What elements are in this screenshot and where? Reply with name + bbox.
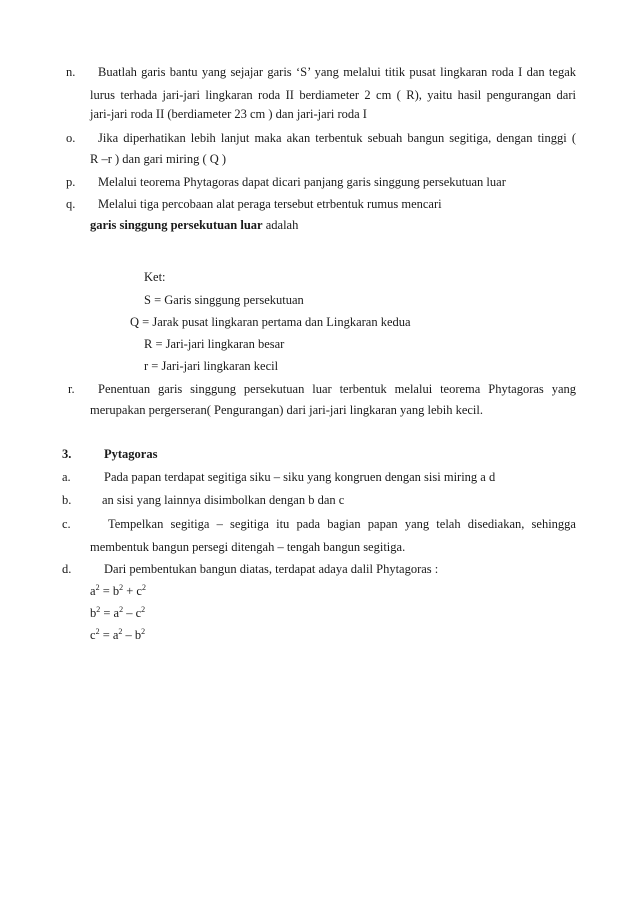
item-r-line-2: merupakan pergerseran( Pengurangan) dari jari-jari lingkaran yang lebih kecil. [90, 403, 484, 417]
item-q-bold-term: garis singgung persekutuan luar [90, 218, 263, 232]
item-r-marker: r. [68, 382, 75, 396]
ket-r-big: R = Jari-jari lingkaran besar [144, 337, 285, 351]
s3-item-c-line-2: membentuk bangun persegi ditengah – tengah bangun segitiga. [90, 540, 406, 554]
item-p-line-1: Melalui teorema Phytagoras dapat dicari panjang garis singgung persekutuan luar [98, 175, 506, 189]
item-o-line-1: Jika diperhatikan lebih lanjut maka akan terbentuk sebuah bangun segitiga, dengan tinggi ( [98, 131, 576, 145]
item-o-marker: o. [66, 131, 76, 145]
s3-item-b-marker: b. [62, 493, 72, 507]
item-n-line-3: jari-jari roda II (berdiameter 23 cm ) dan jari-jari roda I [90, 107, 367, 121]
item-n-line-2: lurus terhada jari-jari lingkaran roda II berdiameter 2 cm ( R), yaitu hasil pengurangan dari [90, 88, 576, 102]
formula-b-squared: $b^2 = a^2 - c^2$ [90, 605, 146, 620]
ket-q: Q = Jarak pusat lingkaran pertama dan Lingkaran kedua [130, 315, 411, 329]
formula-a-squared: $a^2 = b^2 + c^2$ [90, 583, 146, 598]
s3-item-a-line-1: Pada papan terdapat segitiga siku – siku yang kongruen dengan sisi miring a d [104, 470, 496, 484]
s3-item-a-marker: a. [62, 470, 71, 484]
s3-item-d-marker: d. [62, 562, 72, 576]
item-q-after-bold: adalah [262, 218, 299, 232]
item-q-line-1: Melalui tiga percobaan alat peraga tersebut etrbentuk rumus mencari [98, 197, 442, 211]
formula-c-squared: $c^2 = a^2 - b^2$ [90, 627, 146, 642]
item-o-line-2: R –r ) dan gari miring ( Q ) [90, 152, 227, 166]
s3-item-c-marker: c. [62, 517, 71, 531]
item-p-marker: p. [66, 175, 76, 189]
s3-item-b-line-1: an sisi yang lainnya disimbolkan dengan b dan c [102, 493, 345, 507]
item-q-marker: q. [66, 197, 76, 211]
ket-title: Ket: [144, 270, 166, 284]
s3-item-d-line-1: Dari pembentukan bangun diatas, terdapat adaya dalil Phytagoras : [104, 562, 439, 576]
item-n-marker: n. [66, 65, 76, 79]
ket-s: S = Garis singgung persekutuan [144, 293, 304, 307]
item-r-line-1: Penentuan garis singgung persekutuan luar terbentuk melalui teorema Phytagoras yang [98, 382, 576, 396]
section-3-title: Pytagoras [104, 447, 158, 461]
section-3-number: 3. [62, 447, 72, 461]
s3-item-c-line-1: Tempelkan segitiga – segitiga itu pada bagian papan yang telah disediakan, sehingga [108, 517, 576, 531]
item-q-line-2 [90, 217, 298, 233]
item-n-line-1: Buatlah garis bantu yang sejajar garis ‘S’ yang melalui titik pusat lingkaran roda I dan tegak [98, 65, 576, 79]
ket-r-small: r = Jari-jari lingkaran kecil [144, 359, 279, 373]
